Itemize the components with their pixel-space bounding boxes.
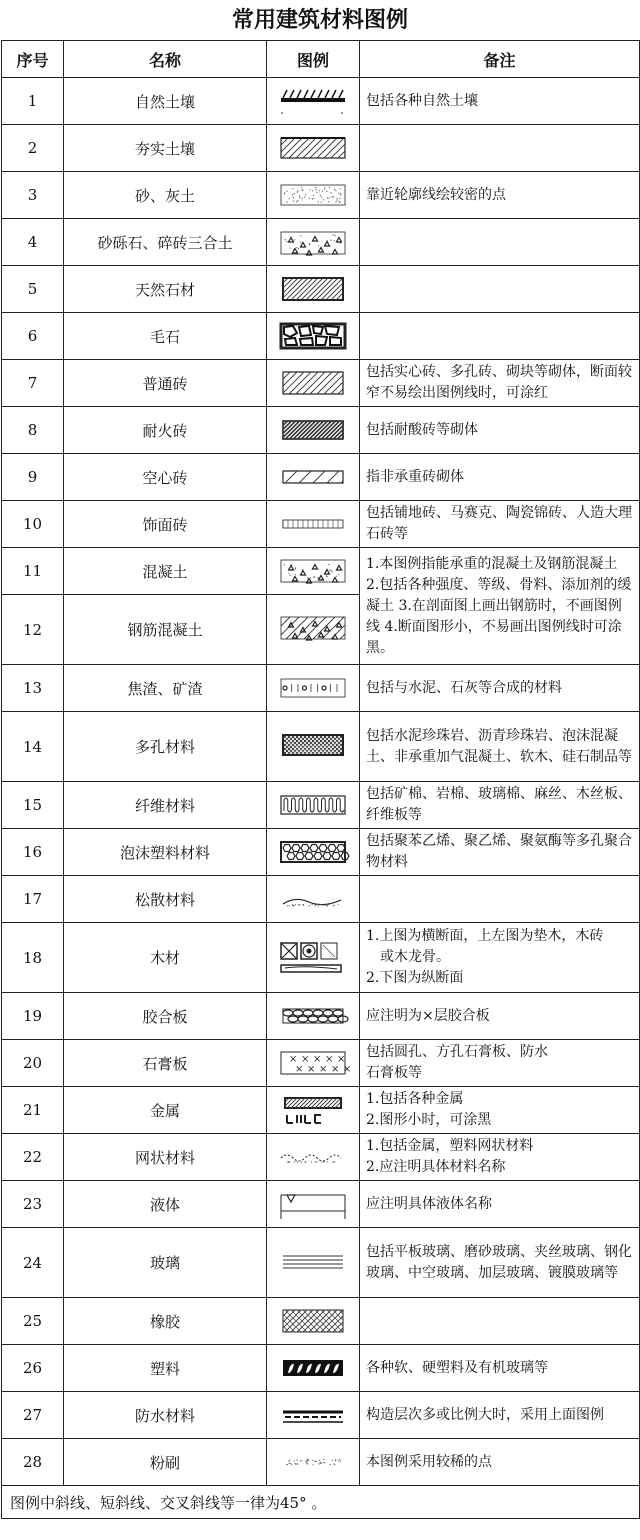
remark — [360, 266, 640, 313]
material-name: 松散材料 — [64, 876, 267, 923]
table-row — [2, 782, 640, 829]
row-number: 21 — [2, 1087, 64, 1134]
row-number: 10 — [2, 501, 64, 548]
material-name: 胶合板 — [64, 993, 267, 1040]
material-name: 砂、灰土 — [64, 172, 267, 219]
legend-table — [1, 40, 640, 1519]
row-number: 15 — [2, 782, 64, 829]
svg-text:×: × — [319, 1064, 328, 1075]
svg-text:×: × — [295, 1064, 304, 1075]
reinforced-concrete-legend-icon — [267, 595, 360, 665]
wood-note-line: 或木龙骨。 — [380, 949, 450, 965]
concrete-legend-icon — [267, 548, 360, 595]
row-number: 16 — [2, 829, 64, 876]
material-name: 毛石 — [64, 313, 267, 360]
table-row — [2, 1228, 640, 1298]
row-number: 27 — [2, 1392, 64, 1439]
table-row — [2, 313, 640, 360]
remark: 应注明为×层胶合板 — [360, 993, 640, 1040]
row-number: 14 — [2, 712, 64, 782]
table-row — [2, 665, 640, 712]
row-number: 13 — [2, 665, 64, 712]
table-row — [2, 501, 640, 548]
material-name: 耐火砖 — [64, 407, 267, 454]
table-row — [2, 1298, 640, 1345]
remark — [360, 876, 640, 923]
svg-text:×: × — [325, 1054, 334, 1065]
table-row — [2, 454, 640, 501]
row-number: 25 — [2, 1298, 64, 1345]
table-row — [2, 548, 640, 595]
page-title: 常用建筑材料图例 — [231, 7, 408, 33]
natural-soil-legend-icon — [267, 78, 360, 125]
note-line: 2.图形小时，可涂黑 — [366, 1112, 492, 1128]
row-number: 19 — [2, 993, 64, 1040]
remark: 包括实心砖、多孔砖、砌块等砌体，断面较窄不易绘出图例线时，可涂红 — [360, 360, 640, 407]
material-name: 液体 — [64, 1181, 267, 1228]
row-number: 23 — [2, 1181, 64, 1228]
material-name: 粉刷 — [64, 1439, 267, 1486]
row-number: 28 — [2, 1439, 64, 1486]
material-name: 焦渣、矿渣 — [64, 665, 267, 712]
svg-text:×: × — [331, 1064, 340, 1075]
sand-lime-legend-icon — [267, 172, 360, 219]
table-row — [2, 1181, 640, 1228]
row-number: 17 — [2, 876, 64, 923]
material-name: 混凝土 — [64, 548, 267, 595]
foam-legend-icon — [267, 829, 360, 876]
row-number: 11 — [2, 548, 64, 595]
note-line: 1.包括各种金属 — [366, 1091, 464, 1107]
rubber-legend-icon — [267, 1298, 360, 1345]
row-number: 24 — [2, 1228, 64, 1298]
remark: 包括水泥珍珠岩、沥青珍珠岩、泡沫混凝土、非承重加气混凝土、软木、硅石制品等 — [360, 712, 640, 782]
note-line: 包括圆孔、方孔石膏板、防水 — [366, 1044, 548, 1060]
svg-text:×: × — [343, 1064, 351, 1075]
row-number: 2 — [2, 125, 64, 172]
table-row — [2, 219, 640, 266]
header-no: 序号 — [2, 41, 64, 78]
table-row — [2, 360, 640, 407]
material-name: 天然石材 — [64, 266, 267, 313]
remark: 包括矿棉、岩棉、玻璃棉、麻丝、木丝板、纤维板等 — [360, 782, 640, 829]
table-row — [2, 923, 640, 993]
gravel-legend-icon — [267, 219, 360, 266]
footer-note: 图例中斜线、短斜线、交叉斜线等一律为45° 。 — [2, 1486, 640, 1519]
table-row — [2, 1087, 640, 1134]
row-number: 1 — [2, 78, 64, 125]
material-name: 网状材料 — [64, 1134, 267, 1181]
gypsum-legend-icon — [267, 1040, 360, 1087]
row-number: 4 — [2, 219, 64, 266]
row-number: 6 — [2, 313, 64, 360]
liquid-legend-icon — [267, 1181, 360, 1228]
svg-text:×: × — [301, 1054, 310, 1065]
table-row — [2, 876, 640, 923]
remark: 指非承重砖砌体 — [360, 454, 640, 501]
slag-legend-icon — [267, 665, 360, 712]
remark: 包括各种自然土壤 — [360, 78, 640, 125]
remark: 构造层次多或比例大时，采用上面图例 — [360, 1392, 640, 1439]
table-row — [2, 993, 640, 1040]
header-legend: 图例 — [267, 41, 360, 78]
row-number: 22 — [2, 1134, 64, 1181]
table-row — [2, 407, 640, 454]
row-number: 12 — [2, 595, 64, 665]
metal-legend-icon — [267, 1087, 360, 1134]
firebrick-legend-icon — [267, 407, 360, 454]
material-name: 夯实土壤 — [64, 125, 267, 172]
brick-legend-icon — [267, 360, 360, 407]
row-number: 26 — [2, 1345, 64, 1392]
material-name: 普通砖 — [64, 360, 267, 407]
plywood-legend-icon — [267, 993, 360, 1040]
plaster-legend-icon — [267, 1439, 360, 1486]
row-number: 7 — [2, 360, 64, 407]
table-footer — [2, 1486, 640, 1519]
natural-stone-legend-icon — [267, 266, 360, 313]
material-name: 木材 — [64, 923, 267, 993]
hollow-brick-legend-icon — [267, 454, 360, 501]
table-row — [2, 712, 640, 782]
remark: 包括聚苯乙烯、聚乙烯、聚氨酶等多孔聚合物材料 — [360, 829, 640, 876]
table-row — [2, 172, 640, 219]
gypsum-note — [360, 1040, 640, 1087]
waterproof-legend-icon — [267, 1392, 360, 1439]
wood-legend-icon — [267, 923, 360, 993]
material-name: 自然土壤 — [64, 78, 267, 125]
header-note: 备注 — [360, 41, 640, 78]
rammed-soil-legend-icon — [267, 125, 360, 172]
rubble-legend-icon — [267, 313, 360, 360]
material-name: 塑料 — [64, 1345, 267, 1392]
row-number: 18 — [2, 923, 64, 993]
row-number: 5 — [2, 266, 64, 313]
material-name: 饰面砖 — [64, 501, 267, 548]
remark: 包括耐酸砖等砌体 — [360, 407, 640, 454]
remark: 包括与水泥、石灰等合成的材料 — [360, 665, 640, 712]
material-name: 防水材料 — [64, 1392, 267, 1439]
note-line: 1.包括金属，塑料网状材料 — [366, 1138, 534, 1154]
material-name: 钢筋混凝土 — [64, 595, 267, 665]
svg-text:×: × — [307, 1064, 316, 1075]
facing-tile-legend-icon — [267, 501, 360, 548]
row-number: 3 — [2, 172, 64, 219]
remark: 包括铺地砖、马赛克、陶瓷锦砖、人造大理石砖等 — [360, 501, 640, 548]
material-name: 石膏板 — [64, 1040, 267, 1087]
concrete-note: 1.本图例指能承重的混凝土及钢筋混凝土 2.包括各种强度、等级、骨料、添加剂的缓凝土 3.在剖面图上画出钢筋时，不画图例线 4.断面图形小，不易画出图例线时可涂黑。 — [360, 548, 640, 665]
svg-text:×: × — [313, 1054, 322, 1065]
fiber-legend-icon — [267, 782, 360, 829]
porous-legend-icon — [267, 712, 360, 782]
remark: 本图例采用较稀的点 — [360, 1439, 640, 1486]
material-name: 空心砖 — [64, 454, 267, 501]
svg-text:×: × — [289, 1054, 298, 1065]
material-name: 泡沫塑料材料 — [64, 829, 267, 876]
table-row — [2, 125, 640, 172]
material-name: 多孔材料 — [64, 712, 267, 782]
table-row — [2, 1040, 640, 1087]
row-number: 8 — [2, 407, 64, 454]
remark — [360, 125, 640, 172]
material-name: 橡胶 — [64, 1298, 267, 1345]
remark: 应注明具体液体名称 — [360, 1181, 640, 1228]
table-row — [2, 266, 640, 313]
wood-note-line: 2.下图为纵断面 — [366, 970, 464, 986]
table-row — [2, 1439, 640, 1486]
material-name: 纤维材料 — [64, 782, 267, 829]
remark: 各种软、硬塑料及有机玻璃等 — [360, 1345, 640, 1392]
material-name: 玻璃 — [64, 1228, 267, 1298]
material-name: 砂砾石、碎砖三合土 — [64, 219, 267, 266]
header-name: 名称 — [64, 41, 267, 78]
wood-note-line: 1.上图为横断面，上左图为垫木，木砖 — [366, 928, 604, 944]
row-number: 9 — [2, 454, 64, 501]
mesh-note — [360, 1134, 640, 1181]
remark — [360, 1298, 640, 1345]
material-name: 金属 — [64, 1087, 267, 1134]
table-row — [2, 1134, 640, 1181]
loose-legend-icon — [267, 876, 360, 923]
glass-legend-icon — [267, 1228, 360, 1298]
table-header — [2, 41, 640, 78]
remark — [360, 313, 640, 360]
note-line: 2.应注明具体材料名称 — [366, 1159, 506, 1175]
note-line: 石膏板等 — [366, 1065, 422, 1081]
table-row — [2, 78, 640, 125]
metal-note — [360, 1087, 640, 1134]
wood-note — [360, 923, 640, 993]
remark — [360, 219, 640, 266]
svg-text:×: × — [337, 1054, 346, 1065]
remark: 靠近轮廓线绘较密的点 — [360, 172, 640, 219]
table-row — [2, 1345, 640, 1392]
plastic-legend-icon — [267, 1345, 360, 1392]
mesh-legend-icon — [267, 1134, 360, 1181]
remark: 包括平板玻璃、磨砂玻璃、夹丝玻璃、钢化玻璃、中空玻璃、加层玻璃、镀膜玻璃等 — [360, 1228, 640, 1298]
table-row — [2, 1392, 640, 1439]
table-row — [2, 829, 640, 876]
row-number: 20 — [2, 1040, 64, 1087]
